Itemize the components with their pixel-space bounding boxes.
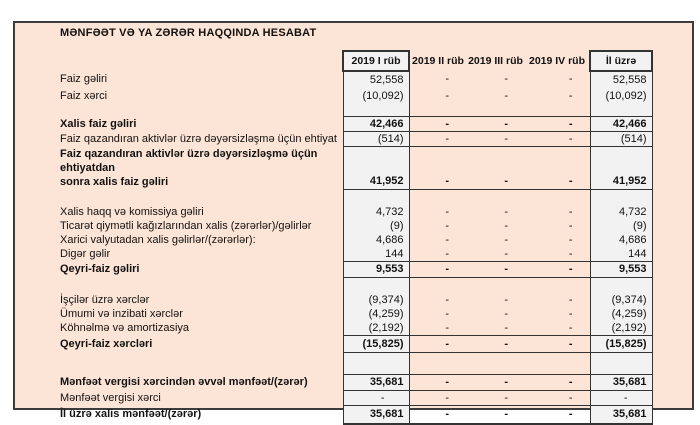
- row-label: Digər gəlir: [60, 247, 111, 260]
- value-cell: (2,192): [343, 321, 409, 336]
- value-cell: 52,558: [590, 71, 652, 88]
- value-cell: -: [445, 233, 449, 246]
- value-cell: -: [525, 117, 590, 132]
- value-cell: -: [525, 132, 590, 147]
- value-cell: 52,558: [343, 71, 409, 88]
- value-cell: -: [504, 233, 508, 246]
- value-cell: (10,092): [590, 88, 652, 104]
- row-deyersizlesme-ehtiyat: [15, 132, 652, 147]
- value-cell: 35,681: [590, 406, 652, 425]
- value-cell: -: [568, 293, 573, 306]
- value-cell: -: [445, 247, 449, 260]
- value-cell: -: [590, 391, 652, 406]
- spacer-row: [15, 278, 652, 294]
- row-label: Faiz qazandıran aktivlər üzrə dəyərsizləşmə üçün ehtiyat: [60, 132, 337, 145]
- value-cell: -: [445, 321, 449, 334]
- value-cell: -: [409, 391, 466, 406]
- value-cell: -: [445, 205, 449, 218]
- row-label: Mənfəət vergisi xərcindən əvvəl mənfəət/(zərər): [60, 376, 308, 388]
- col-header-2019-q1: 2019 I rüb: [343, 51, 409, 71]
- value-cell: -: [504, 89, 508, 102]
- value-cell: -: [504, 73, 508, 85]
- value-cell: (9): [343, 219, 409, 233]
- value-cell: (514): [590, 132, 652, 147]
- row-label: Xalis faiz gəliri: [60, 117, 137, 130]
- value-cell: -: [409, 406, 466, 425]
- row-label: Xalis haqq və komissiya gəliri: [60, 205, 204, 218]
- row-xarici-valyuta: [15, 233, 652, 247]
- table-header-row: [15, 51, 652, 71]
- spacer-row: [15, 353, 652, 375]
- value-cell: -: [504, 205, 508, 218]
- row-label: İl üzrə xalis mənfəət/(zərər): [60, 408, 202, 421]
- value-cell: -: [525, 262, 590, 278]
- value-cell: -: [466, 406, 525, 425]
- value-cell: (514): [343, 132, 409, 147]
- value-cell: (9,374): [590, 293, 652, 307]
- row-label: Ümumi və inzibati xərclər: [60, 307, 183, 320]
- value-cell: (15,825): [343, 336, 409, 353]
- value-cell: (4,259): [590, 307, 652, 321]
- row-umumi-inzibati-xercler: [15, 307, 652, 321]
- value-cell: -: [445, 307, 449, 320]
- row-ticaret-qiymetli-kagizlar: [15, 219, 652, 233]
- row-faiz-geliri: [15, 71, 652, 88]
- value-cell: -: [409, 336, 466, 353]
- value-cell: -: [409, 132, 466, 147]
- value-cell: (15,825): [590, 336, 652, 353]
- col-header-year-total: İl üzrə: [590, 51, 652, 71]
- row-label: Ticarət qiymətli kağızlarından xalis (zərərlər)/gəlirlər: [60, 219, 312, 232]
- value-cell: 42,466: [343, 117, 409, 132]
- value-cell: 144: [590, 247, 652, 262]
- value-cell: -: [466, 132, 525, 147]
- value-cell: 4,732: [343, 205, 409, 219]
- row-label: Faiz xərci: [60, 89, 108, 102]
- value-cell: 35,681: [343, 375, 409, 391]
- value-cell: 41,952: [343, 147, 409, 190]
- value-cell: -: [568, 205, 573, 218]
- value-cell: -: [504, 293, 508, 306]
- value-cell: -: [409, 147, 466, 190]
- value-cell: 9,553: [343, 262, 409, 278]
- value-cell: -: [409, 262, 466, 278]
- value-cell: (9,374): [343, 293, 409, 307]
- row-label: Faiz qazandıran aktivlər üzrə dəyərsizləşmə üçün ehtiyatdan sonra xalis faiz gəliri: [60, 147, 318, 188]
- row-menfeet-vergisinden-evvel: [15, 375, 652, 391]
- row-ehtiyatdan-sonra-xalis-faiz: [15, 147, 652, 190]
- col-header-2019-q4: 2019 IV rüb: [528, 54, 586, 67]
- profit-loss-table: [15, 50, 653, 425]
- value-cell: -: [466, 375, 525, 391]
- row-menfeet-vergisi-xerci: [15, 391, 652, 406]
- row-label: Xarici valyutadan xalis gəlirlər/(zərərlər):: [60, 233, 256, 246]
- row-label: Qeyri-faiz xərcləri: [60, 337, 153, 350]
- value-cell: -: [568, 321, 573, 334]
- spacer-row: [15, 104, 652, 117]
- row-xalis-faiz-geliri: [15, 117, 652, 132]
- value-cell: 144: [343, 247, 409, 262]
- row-label: İşçilər üzrə xərclər: [60, 293, 150, 306]
- report-panel: [13, 21, 694, 421]
- value-cell: -: [445, 219, 449, 232]
- value-cell: -: [466, 336, 525, 353]
- value-cell: -: [568, 73, 573, 85]
- value-cell: -: [525, 147, 590, 190]
- value-cell: -: [466, 117, 525, 132]
- value-cell: 4,732: [590, 205, 652, 219]
- value-cell: (9): [590, 219, 652, 233]
- value-cell: 42,466: [590, 117, 652, 132]
- value-cell: -: [409, 117, 466, 132]
- value-cell: (10,092): [343, 88, 409, 104]
- header-spacer: [15, 51, 343, 71]
- value-cell: -: [568, 247, 573, 260]
- col-header-2019-q3: 2019 III rüb: [468, 54, 523, 67]
- row-label: Mənfəət vergisi xərci: [60, 391, 161, 404]
- row-isciler-xercler: [15, 293, 652, 307]
- row-faiz-xerci: [15, 88, 652, 104]
- value-cell: -: [504, 321, 508, 334]
- row-qeyri-faiz-geliri: [15, 262, 652, 278]
- row-qeyri-faiz-xercleri: [15, 336, 652, 353]
- value-cell: -: [568, 233, 573, 246]
- spacer-row: [15, 190, 652, 206]
- value-cell: -: [504, 307, 508, 320]
- value-cell: -: [409, 375, 466, 391]
- row-label: Köhnəlmə və amortizasiya: [60, 321, 190, 334]
- row-diger-gelir: [15, 247, 652, 262]
- value-cell: -: [504, 247, 508, 260]
- report-title: MƏNFƏƏT VƏ YA ZƏRƏR HAQQINDA HESABAT: [60, 27, 317, 39]
- value-cell: (2,192): [590, 321, 652, 336]
- col-header-2019-q2: 2019 II rüb: [412, 54, 464, 67]
- value-cell: -: [445, 73, 449, 85]
- value-cell: 35,681: [343, 406, 409, 425]
- row-label: Qeyri-faiz gəliri: [60, 263, 140, 275]
- value-cell: -: [525, 391, 590, 406]
- value-cell: -: [466, 391, 525, 406]
- value-cell: -: [525, 336, 590, 353]
- value-cell: -: [445, 89, 449, 102]
- value-cell: -: [568, 219, 573, 232]
- value-cell: -: [466, 147, 525, 190]
- value-cell: 4,686: [590, 233, 652, 247]
- value-cell: -: [504, 219, 508, 232]
- value-cell: -: [445, 293, 449, 306]
- value-cell: -: [343, 391, 409, 406]
- row-label: Faiz gəliri: [60, 73, 108, 85]
- row-xalis-haqq-komissiya: [15, 205, 652, 219]
- value-cell: 35,681: [590, 375, 652, 391]
- value-cell: (4,259): [343, 307, 409, 321]
- row-kohnelme-amortizasiya: [15, 321, 652, 336]
- value-cell: -: [466, 262, 525, 278]
- value-cell: 9,553: [590, 262, 652, 278]
- value-cell: 4,686: [343, 233, 409, 247]
- value-cell: -: [525, 406, 590, 425]
- value-cell: -: [525, 375, 590, 391]
- row-il-uzre-xalis-menfeet: [15, 406, 652, 425]
- value-cell: 41,952: [590, 147, 652, 190]
- value-cell: -: [568, 307, 573, 320]
- value-cell: -: [568, 89, 573, 102]
